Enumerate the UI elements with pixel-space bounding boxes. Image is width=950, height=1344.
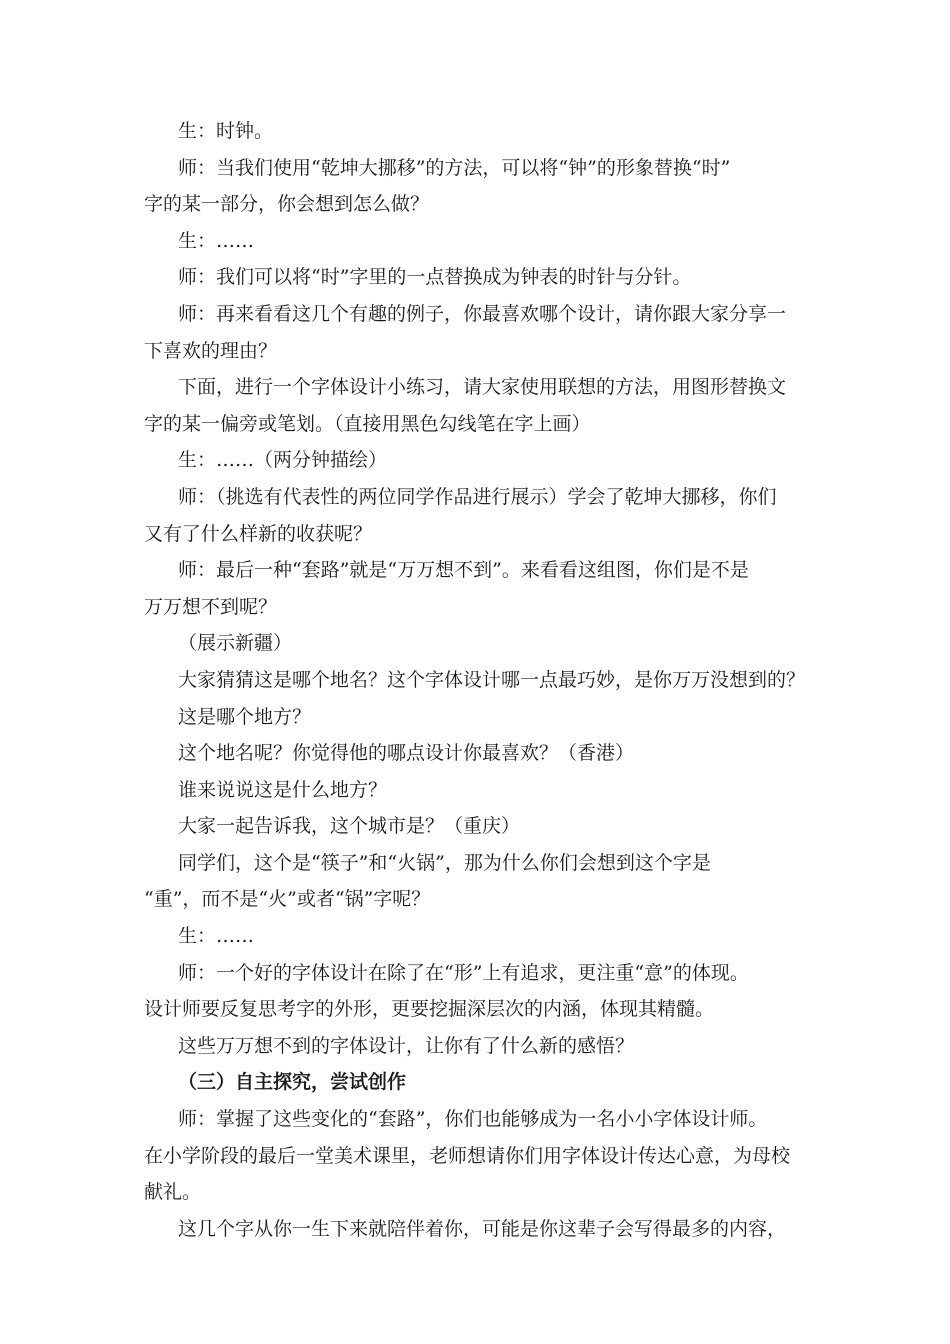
section-heading: （三）自主探究，尝试创作: [178, 1071, 407, 1094]
text-line: 字的某一偏旁或笔划。（直接用黑色勾线笔在字上画）: [144, 412, 591, 435]
document-body: [144, 113, 814, 1247]
text-line: 万万想不到呢？: [144, 595, 278, 618]
text-line: 下面，进行一个字体设计小练习，请大家使用联想的方法，用图形替换文: [178, 376, 787, 399]
text-line: 师：最后一种“套路”就是“万万想不到”。来看看这组图，你们是不是: [178, 559, 749, 582]
text-line: 生：……: [178, 925, 255, 948]
text-line: 字的某一部分，你会想到怎么做？: [144, 193, 430, 216]
text-line: 师：当我们使用“乾坤大挪移”的方法，可以将“钟”的形象替换“时”: [178, 156, 731, 179]
text-line: 在小学阶段的最后一堂美术课里，老师想请你们用字体设计传达心意，为母校: [144, 1144, 791, 1167]
text-line: 下喜欢的理由？: [144, 339, 278, 362]
text-line: 这是哪个地方？: [178, 705, 312, 728]
text-line: 这个地名呢？你觉得他的哪点设计你最喜欢？（香港）: [178, 742, 635, 765]
text-line: 这些万万想不到的字体设计，让你有了什么新的感悟？: [178, 1034, 635, 1057]
text-line: 大家猜猜这是哪个地名？这个字体设计哪一点最巧妙，是你万万没想到的？: [178, 668, 806, 691]
text-line: 师：（挑选有代表性的两位同学作品进行展示）学会了乾坤大挪移，你们: [178, 485, 777, 508]
text-line: 生：时钟。: [178, 120, 274, 142]
text-line: 又有了什么样新的收获呢？: [144, 522, 373, 545]
text-line: 设计师要反复思考字的外形，更要挖掘深层次的内涵，体现其精髓。: [144, 998, 715, 1021]
text-line: 师：掌握了这些变化的“套路”，你们也能够成为一名小小字体设计师。: [178, 1108, 768, 1131]
text-line: 师：我们可以将“时”字里的一点替换成为钟表的时针与分针。: [178, 266, 692, 289]
text-line: 师：一个好的字体设计在除了在“形”上有追求，更注重“意”的体现。: [178, 961, 749, 984]
text-line: 同学们，这个是“筷子”和“火锅”，那为什么你们会想到这个字是: [178, 851, 711, 874]
text-line: 谁来说说这是什么地方？: [178, 778, 388, 801]
text-line: 大家一起告诉我，这个城市是？（重庆）: [178, 815, 521, 838]
text-line: “重”，而不是“火”或者“锅”字呢？: [144, 888, 431, 911]
text-line: （展示新疆）: [178, 632, 293, 655]
text-line: 生：……（两分钟描绘）: [178, 449, 388, 472]
text-line: 生：……: [178, 229, 255, 252]
text-line: 这几个字从你一生下来就陪伴着你，可能是你这辈子会写得最多的内容，: [178, 1217, 787, 1240]
text-line: 献礼。: [144, 1181, 202, 1204]
text-line: 师：再来看看这几个有趣的例子，你最喜欢哪个设计，请你跟大家分享一: [178, 302, 787, 325]
